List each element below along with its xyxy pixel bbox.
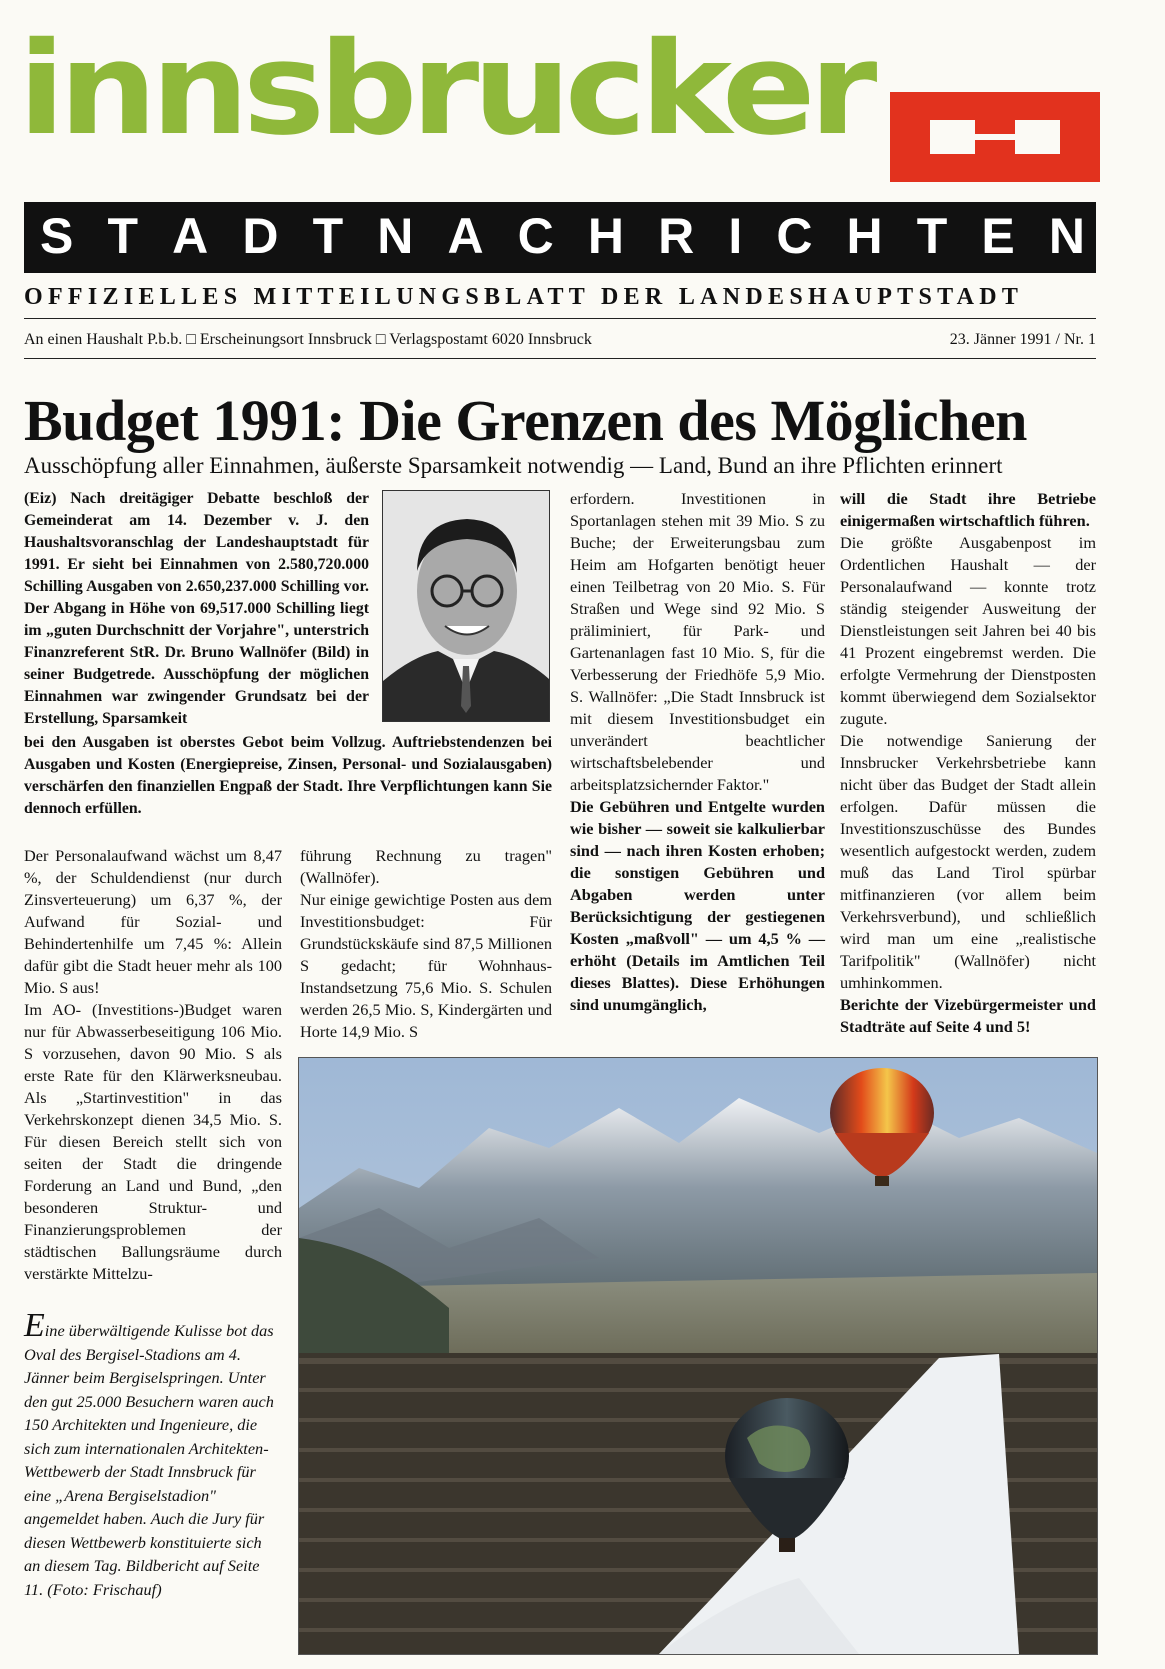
paragraph: Der Personalaufwand wächst um 8,47 %, der Schuldendienst (nur durch Zinsverteuerung) um 6,37 %, der Aufwand für Sozial- und Behindertenhilfe um 7,45 %: Allein dafür gibt die Stadt heuer mehr als 100 Mio. S aus! (24, 846, 282, 997)
section-title-letter: I (728, 208, 743, 264)
subheadline: Ausschöpfung aller Einnahmen, äußerste Sparsamkeit notwendig — Land, Bund an ihre Pflichten erinnert (24, 453, 1003, 478)
lead-paragraph: (Eiz) Nach dreitägiger Debatte beschloß der Gemeinderat am 14. Dezember v. J. den Haushaltsvoranschlag der Landeshauptstadt für 1991. Er sieht bei Einnahmen von 2.580,720.000 Schilling Ausgaben von 2.650,237.000 Schilling vor. Der Abgang in Höhe von 69,517.000 Schilling liegt im „guten Durchschnitt der Vorjahre", unterstrich Finanzreferent StR. Dr. Bruno Wallnöfer (Bild) in seiner Budgetrede. Ausschöpfung der möglichen Einnahmen war zwingender Grundsatz bei der Erstellung, Sparsamkeit (24, 490, 369, 727)
section-title-letter: S (40, 208, 74, 264)
postal-info: An einen Haushalt P.b.b. □ Erscheinungsort Innsbruck □ Verlagspostamt 6020 Innsbruck (24, 331, 592, 348)
issue-date: 23. Jänner 1991 / Nr. 1 (949, 331, 1096, 348)
section-title-letter: D (242, 208, 279, 264)
body-column-3 (570, 488, 825, 1046)
paragraph: Nur einige gewichtige Posten aus dem Investitionsbudget: Für Grundstückskäufe sind 87,5 Millionen S gedacht; für Wohnhaus-Instandsetzung 75,6 Mio. S. Schulen werden 26,5 Mio. S, Kindergärten und Horte 14,9 Mio. S (300, 890, 552, 1041)
paragraph: erfordern. Investitionen in Sportanlagen stehen mit 39 Mio. S zu Buche; der Erweiterungsbau zum Heim am Hofgarten benötigt heuer einen Teilbetrag von 20 Mio. S. Für Straßen und Wege sind 92 Mio. S präliminiert, für Park- und Gartenanlagen fast 10 Mio. S, für die Verbesserung der Friedhöfe 5,9 Mio. S. Wallnöfer: „Die Stadt Innsbruck ist mit diesem Investitionsbudget ein unverändert beachtlicher wirtschaftsbelebender und arbeitsplatzsichernder Faktor." (570, 489, 825, 794)
stadium-balloon-photo (298, 1057, 1098, 1655)
section-title-letter: C (517, 208, 554, 264)
section-title-letter: N (377, 208, 414, 264)
section-title (40, 208, 1085, 264)
paragraph: Die größte Ausgabenpost im Ordentlichen Haushalt — der Personalaufwand — konnte trotz ständig steigender Ausweitung der Dienstleistungen seit Jahren bei 40 bis 41 Prozent eingebremst werden. Die erfolgte Vermehrung der Dienstposten kommt überwiegend dem Sozialsektor zugute. (840, 533, 1096, 728)
body-column-2 (300, 845, 552, 1045)
paragraph: Berichte der Vizebürgermeister und Stadträte auf Seite 4 und 5! (840, 995, 1096, 1036)
masthead-logo: innsbrucker (18, 15, 871, 164)
paragraph: Die notwendige Sanierung der Innsbrucker Verkehrsbetriebe kann nicht über das Budget der Stadt allein erfolgen. Dafür müssen die Investitionszuschüsse des Bundes wesentlich aufgestockt werden, zudem muß das Land Tirol spürbar mitfinanzieren (vor allem beim Verkehrsverbund), und schließlich wird man um eine „realistische Tarifpolitik" (Wallnöfer) nicht umhinkommen. (840, 731, 1096, 992)
photo-caption (24, 1307, 282, 1656)
section-title-letter: H (846, 208, 883, 264)
section-title-letter: T (916, 208, 948, 264)
caption-initial: E (24, 1307, 45, 1344)
section-title-letter: A (447, 208, 484, 264)
city-emblem-icon (890, 92, 1100, 182)
body-column-1 (24, 845, 282, 1290)
paragraph: führung Rechnung zu tragen" (Wallnöfer). (300, 846, 552, 887)
body-column-4 (840, 488, 1096, 1046)
section-title-letter: T (107, 208, 139, 264)
divider (24, 318, 1096, 319)
section-title-letter: C (776, 208, 813, 264)
section-title-letter: A (172, 208, 209, 264)
section-title-letter: N (1048, 208, 1085, 264)
section-title-letter: H (587, 208, 624, 264)
section-title-letter: T (312, 208, 344, 264)
caption-text: ine überwältigende Kulisse bot das Oval des Bergisel-Stadions am 4. Jänner beim Bergiselspringen. Unter den gut 25.000 Besuchern waren auch 150 Architekten und Ingenieure, die sich zum internationalen Architekten-Wettbewerb der Stadt Innsbruck für eine „Arena Bergiselstadion" angemeldet haben. Auch die Jury für diesen Wettbewerb konstituierte sich an diesem Tag. Bildbericht auf Seite 11. (Foto: Frischauf) (24, 1321, 274, 1599)
portrait-photo (382, 490, 550, 722)
headline: Budget 1991: Die Grenzen des Möglichen (24, 388, 1027, 453)
section-title-letter: R (658, 208, 695, 264)
section-title-letter: E (981, 208, 1015, 264)
tagline: OFFIZIELLES MITTEILUNGSBLATT DER LANDESHAUPTSTADT (24, 284, 1024, 310)
lead-paragraph-continued: bei den Ausgaben ist oberstes Gebot beim Vollzug. Auftriebstendenzen bei Ausgaben und Kosten (Energiepreise, Zinsen, Personal- und Sozialausgaben) verschärfen den finanziellen Engpaß der Stadt. Ihre Verpflichtungen kann Sie dennoch erfüllen. (24, 734, 552, 817)
divider (24, 358, 1096, 359)
paragraph: Im AO- (Investitions-)Budget waren nur für Abwasserbeseitigung 106 Mio. S vorzusehen, davon 90 Mio. S als erste Rate für den Klärwerksneubau. Als „Startinvestition" in das Verkehrskonzept dienen 34,5 Mio. S. Für diesen Bereich stellt sich von seiten der Stadt die dringende Forderung an Land und Bund, „den besonderen Struktur- und Finanzierungsproblemen der städtischen Ballungsräume durch verstärkte Mittelzu- (24, 1000, 282, 1283)
paragraph: Die Gebühren und Entgelte wurden wie bisher — soweit sie kalkulierbar sind — nach ihren Kosten erhoben; die sonstigen Gebühren und Abgaben werden unter Berücksichtigung der gestiegenen Kosten „maßvoll" — um 4,5 % — erhöht (Details im Amtlichen Teil dieses Blattes). Diese Erhöhungen sind unumgänglich, (570, 797, 825, 1014)
paragraph: will die Stadt ihre Betriebe einigermaßen wirtschaftlich führen. (840, 489, 1096, 530)
